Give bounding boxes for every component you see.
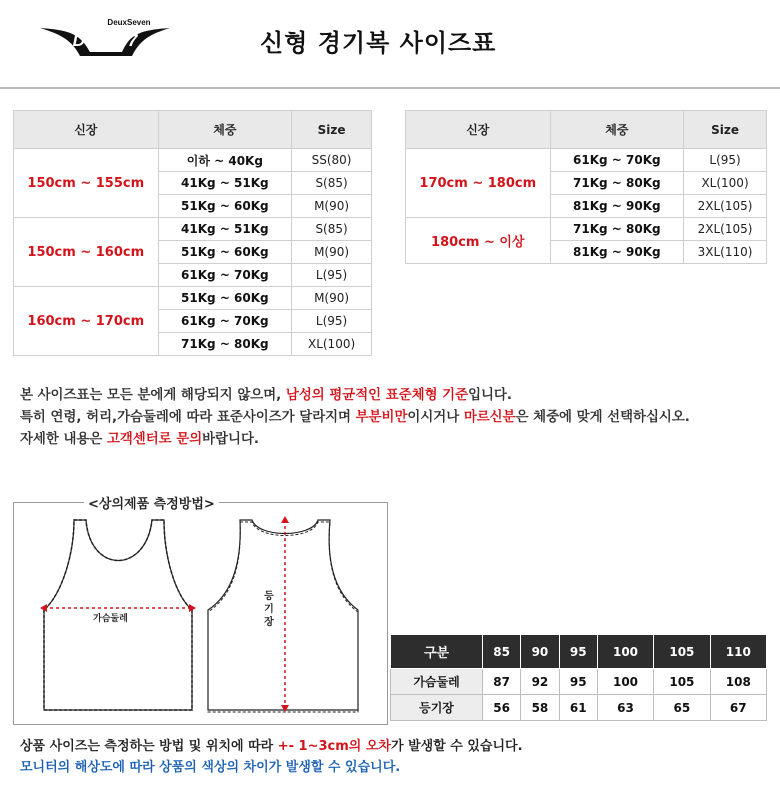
measurement-table: [390, 634, 767, 721]
table-row: [14, 218, 372, 241]
footer-text: 모니터의 해상도에 따라 상품의 색상의 차이가 발생할 수 있습니다.: [20, 760, 401, 775]
col-height-header: 신장: [406, 111, 551, 149]
row-label: 등기장: [391, 695, 483, 721]
row-label: 가슴둘레: [391, 669, 483, 695]
brand-logo: [40, 18, 170, 58]
table-row: [406, 149, 767, 172]
weight-cell: 51Kg ~ 60Kg: [158, 287, 292, 310]
size-cell: M(90): [292, 287, 372, 310]
size-notes: [20, 385, 690, 451]
table-row: [391, 669, 767, 695]
size-header: 110: [710, 635, 766, 669]
table-row: [14, 149, 372, 172]
weight-cell: 41Kg ~ 51Kg: [158, 172, 292, 195]
brand-word: DEUX7: [72, 31, 140, 50]
measure-cell: 87: [483, 669, 521, 695]
footer-line-1: [20, 736, 523, 757]
size-table-right: [405, 110, 767, 264]
note-text: 특히 연령, 허리,가슴둘레에 따라 표준사이즈가 달라지며: [20, 410, 356, 425]
height-range: 150cm ~ 155cm: [14, 149, 159, 218]
note-text: 바랍니다.: [202, 432, 259, 447]
measure-cell: 105: [654, 669, 710, 695]
measure-cell: 108: [710, 669, 766, 695]
weight-cell: 61Kg ~ 70Kg: [158, 310, 292, 333]
size-cell: M(90): [292, 195, 372, 218]
note-highlight: 부분비만: [355, 410, 408, 425]
size-cell: XL(100): [292, 333, 372, 356]
note-text: 자세한 내용은: [20, 432, 107, 447]
measure-cell: 61: [559, 695, 597, 721]
note-line-2: [20, 407, 690, 429]
note-text: 입니다.: [468, 388, 512, 403]
note-text: 은 체중에 맞게 선택하십시오.: [515, 410, 690, 425]
note-highlight: 고객센터로 문의: [106, 432, 203, 447]
tank-top-illustration: [36, 514, 366, 714]
col-size-header: Size: [292, 111, 372, 149]
col-weight-header: 체중: [550, 111, 684, 149]
weight-cell: 71Kg ~ 80Kg: [550, 172, 684, 195]
weight-cell: 71Kg ~ 80Kg: [550, 218, 684, 241]
footer-notes: [20, 736, 523, 778]
table-row: [391, 695, 767, 721]
size-cell: 3XL(110): [684, 241, 767, 264]
size-cell: L(95): [292, 264, 372, 287]
measure-cell: 63: [597, 695, 653, 721]
size-cell: M(90): [292, 241, 372, 264]
size-header: 105: [654, 635, 710, 669]
chest-label: 가슴둘레: [93, 614, 128, 624]
header-divider: [0, 87, 780, 89]
measure-title: <상의제품 측정방법>: [84, 493, 219, 512]
note-highlight: 마르신분: [463, 410, 516, 425]
height-range: 180cm ~ 이상: [406, 218, 551, 264]
measure-cell: 95: [559, 669, 597, 695]
size-header: 100: [597, 635, 653, 669]
size-cell: L(95): [684, 149, 767, 172]
size-header: 85: [483, 635, 521, 669]
height-range: 170cm ~ 180cm: [406, 149, 551, 218]
weight-cell: 61Kg ~ 70Kg: [158, 264, 292, 287]
note-highlight: 남성의 평균적인 표준체형 기준: [285, 388, 469, 403]
size-cell: 2XL(105): [684, 195, 767, 218]
weight-cell: 51Kg ~ 60Kg: [158, 241, 292, 264]
size-header: 90: [521, 635, 559, 669]
measure-header-label: 구분: [391, 635, 483, 669]
weight-cell: 이하 ~ 40Kg: [158, 149, 292, 172]
measure-cell: 65: [654, 695, 710, 721]
footer-line-2: [20, 757, 523, 778]
note-text: 이시거나: [407, 410, 464, 425]
measure-cell: 67: [710, 695, 766, 721]
note-text: 본 사이즈표는 모든 분에게 해당되지 않으며,: [20, 388, 286, 403]
size-header: 95: [559, 635, 597, 669]
footer-text: 상품 사이즈는 측정하는 방법 및 위치에 따라: [20, 739, 278, 754]
weight-cell: 81Kg ~ 90Kg: [550, 241, 684, 264]
footer-highlight: +- 1~3cm의 오차: [277, 739, 391, 754]
col-weight-header: 체중: [158, 111, 292, 149]
weight-cell: 71Kg ~ 80Kg: [158, 333, 292, 356]
size-cell: S(85): [292, 218, 372, 241]
measure-cell: 92: [521, 669, 559, 695]
size-cell: SS(80): [292, 149, 372, 172]
back-length-label: 등 기 장: [264, 591, 274, 628]
weight-cell: 81Kg ~ 90Kg: [550, 195, 684, 218]
footer-text: 가 발생할 수 있습니다.: [390, 739, 523, 754]
height-range: 160cm ~ 170cm: [14, 287, 159, 356]
weight-cell: 51Kg ~ 60Kg: [158, 195, 292, 218]
weight-cell: 41Kg ~ 51Kg: [158, 218, 292, 241]
weight-cell: 61Kg ~ 70Kg: [550, 149, 684, 172]
measure-cell: 56: [483, 695, 521, 721]
note-line-1: [20, 385, 690, 407]
table-row: [406, 218, 767, 241]
measure-cell: 58: [521, 695, 559, 721]
measure-cell: 100: [597, 669, 653, 695]
size-table-left: [13, 110, 372, 356]
col-size-header: Size: [684, 111, 767, 149]
table-row: [14, 287, 372, 310]
col-height-header: 신장: [14, 111, 159, 149]
size-cell: L(95): [292, 310, 372, 333]
height-range: 150cm ~ 160cm: [14, 218, 159, 287]
brand-small-text: DeuxSeven: [107, 18, 151, 27]
size-cell: 2XL(105): [684, 218, 767, 241]
size-cell: XL(100): [684, 172, 767, 195]
size-cell: S(85): [292, 172, 372, 195]
page-title: 신형 경기복 사이즈표: [260, 29, 497, 57]
note-line-3: [20, 429, 690, 451]
